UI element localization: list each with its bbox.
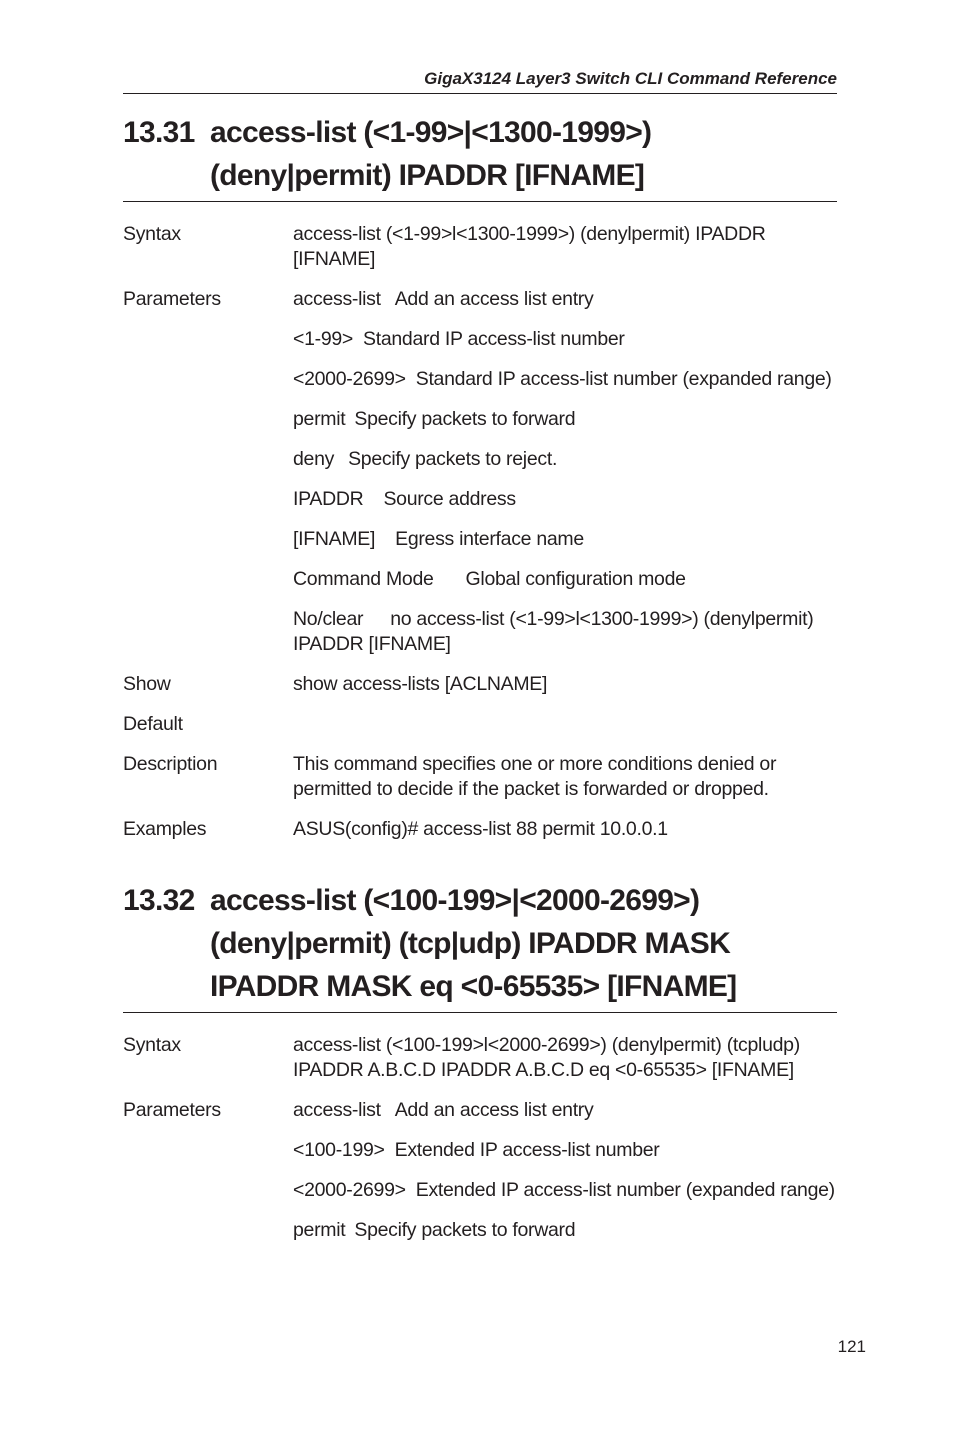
parameter-desc: Specify packets to reject. bbox=[348, 448, 558, 470]
section-title-13-31 bbox=[123, 111, 837, 202]
running-header: GigaX3124 Layer3 Switch CLI Command Reference bbox=[123, 69, 837, 94]
parameter-term: access-list bbox=[293, 288, 381, 310]
show-text: show access-lists [ACLNAME] bbox=[293, 673, 548, 695]
examples-row bbox=[123, 817, 839, 857]
row-label: Show bbox=[123, 673, 171, 695]
parameter-desc: Add an access list entry bbox=[394, 1099, 594, 1121]
syntax-row bbox=[123, 222, 839, 287]
default-text bbox=[293, 712, 839, 737]
show-row bbox=[123, 672, 839, 712]
row-label: Syntax bbox=[123, 1034, 181, 1056]
parameter-term: <100-199> bbox=[293, 1139, 385, 1161]
parameter-desc: Specify packets to forward bbox=[354, 408, 576, 430]
parameter-term: access-list bbox=[293, 1099, 381, 1121]
parameter-item bbox=[293, 1138, 839, 1163]
parameter-item bbox=[293, 1098, 839, 1123]
row-label: Syntax bbox=[123, 223, 181, 245]
parameter-desc: Global configuration mode bbox=[465, 568, 686, 590]
parameter-item bbox=[293, 1178, 839, 1203]
parameter-item bbox=[293, 567, 839, 592]
examples-text: ASUS(config)# access-list 88 permit 10.0.0.1 bbox=[293, 818, 668, 840]
parameter-desc: no access-list (<1-99>l<1300-1999>) (denylpermit) IPADDR [IFNAME] bbox=[293, 608, 814, 655]
section-title-line: IPADDR MASK eq <0-65535> [IFNAME] bbox=[210, 970, 737, 1003]
parameter-term: <2000-2699> bbox=[293, 368, 406, 390]
command-table-13-32 bbox=[123, 1033, 839, 1258]
section-number: 13.31 bbox=[123, 116, 195, 149]
parameter-term: permit bbox=[293, 1219, 346, 1241]
section-title-line: (deny|permit) (tcp|udp) IPADDR MASK bbox=[210, 927, 731, 960]
parameter-desc: Standard IP access-list number bbox=[363, 328, 625, 350]
section-number: 13.32 bbox=[123, 884, 195, 917]
parameter-desc: Specify packets to forward bbox=[354, 1219, 576, 1241]
row-label: Examples bbox=[123, 818, 207, 840]
parameter-desc: Extended IP access-list number (expanded range) bbox=[415, 1179, 835, 1201]
parameter-term: No/clear bbox=[293, 608, 364, 630]
parameter-term: <2000-2699> bbox=[293, 1179, 406, 1201]
parameter-item bbox=[293, 487, 839, 512]
parameter-item bbox=[293, 607, 839, 657]
parameter-item bbox=[293, 367, 839, 392]
description-text: This command specifies one or more conditions denied or permitted to decide if the packet is forwarded or dropped. bbox=[293, 753, 777, 800]
parameter-desc: Standard IP access-list number (expanded range) bbox=[415, 368, 832, 390]
row-label: Default bbox=[123, 713, 183, 735]
page-number: 121 bbox=[837, 1337, 866, 1356]
parameter-desc: Extended IP access-list number bbox=[394, 1139, 660, 1161]
parameter-item bbox=[293, 527, 839, 552]
parameter-desc: Egress interface name bbox=[395, 528, 584, 550]
row-label: Description bbox=[123, 753, 218, 775]
parameter-desc: Source address bbox=[383, 488, 516, 510]
parameter-term: deny bbox=[293, 448, 335, 470]
parameter-item bbox=[293, 407, 839, 432]
parameter-term: Command Mode bbox=[293, 568, 434, 590]
section-title-line: (deny|permit) IPADDR [IFNAME] bbox=[210, 159, 645, 192]
syntax-text: access-list (<100-199>l<2000-2699>) (denylpermit) (tcpludp) IPADDR A.B.C.D IPADDR A.B.C.D eq <0-65535> [IFNAME] bbox=[293, 1034, 800, 1081]
row-label: Parameters bbox=[123, 1099, 221, 1121]
parameter-item bbox=[293, 287, 839, 312]
row-label: Parameters bbox=[123, 288, 221, 310]
parameter-term: <1-99> bbox=[293, 328, 354, 350]
parameters-row bbox=[123, 1098, 839, 1258]
parameter-item bbox=[293, 1218, 839, 1243]
parameter-desc: Add an access list entry bbox=[394, 288, 594, 310]
section-title-13-32 bbox=[123, 879, 837, 1013]
default-row bbox=[123, 712, 839, 752]
parameters-row bbox=[123, 287, 839, 672]
parameter-term: permit bbox=[293, 408, 346, 430]
parameter-item bbox=[293, 327, 839, 352]
parameter-term: IPADDR bbox=[293, 488, 364, 510]
syntax-text: access-list (<1-99>l<1300-1999>) (denylpermit) IPADDR [IFNAME] bbox=[293, 223, 766, 270]
section-title-line: access-list (<100-199>|<2000-2699>) bbox=[210, 884, 700, 917]
parameter-item bbox=[293, 447, 839, 472]
description-row bbox=[123, 752, 839, 817]
parameter-term: [IFNAME] bbox=[293, 528, 376, 550]
section-title-line: access-list (<1-99>|<1300-1999>) bbox=[210, 116, 652, 149]
command-table-13-31 bbox=[123, 222, 839, 857]
syntax-row bbox=[123, 1033, 839, 1098]
